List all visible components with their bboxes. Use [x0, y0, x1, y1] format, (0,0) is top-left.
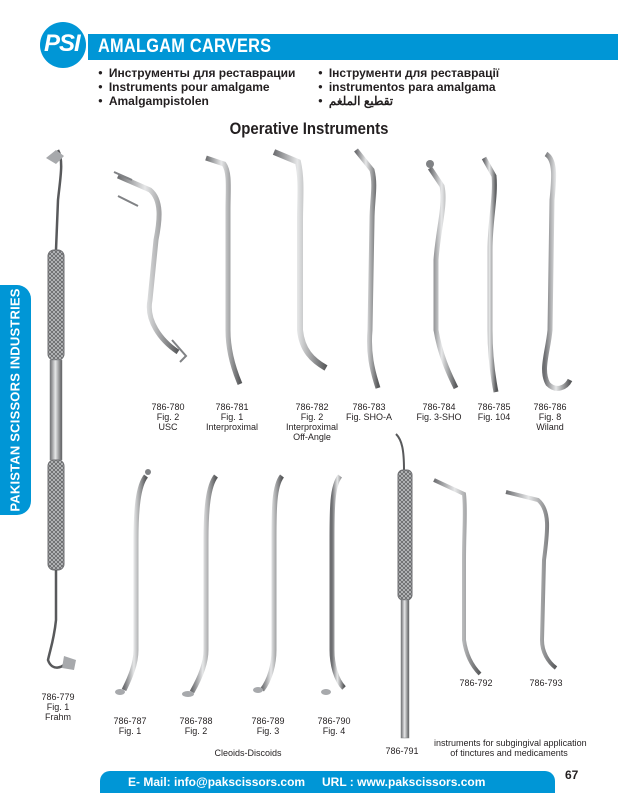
caption-786-780: 786-780 Fig. 2 USC: [151, 402, 185, 432]
bullet-french: ● Instruments pour amalgame: [98, 80, 270, 94]
cleoids-discoids-label: Cleoids-Discoids: [214, 748, 282, 758]
instrument-786-786: [545, 154, 570, 388]
bullet-arabic: ● تقطيع الملغم: [318, 94, 393, 108]
instrument-786-784: [426, 160, 456, 388]
page-number: 67: [565, 768, 579, 782]
page-title: AMALGAM CARVERS: [98, 36, 272, 57]
bullet-ukrainian: ● Інструменти для реставрації: [318, 66, 499, 80]
caption-786-793: 786-793: [529, 678, 563, 688]
subgingival-note: instruments for subgingival application of tinctures and medicaments: [434, 738, 587, 758]
caption-786-785: 786-785 Fig. 104: [477, 402, 511, 422]
footer-url[interactable]: URL : www.pakscissors.com: [322, 775, 486, 789]
caption-786-784: 786-784 Fig. 3-SHO: [416, 402, 462, 422]
caption-786-788: 786-788 Fig. 2: [179, 716, 213, 736]
instrument-786-792: [434, 480, 480, 674]
instrument-786-781: [206, 158, 240, 384]
instrument-786-782: [274, 152, 326, 368]
caption-786-790: 786-790 Fig. 4: [317, 716, 351, 736]
instrument-786-783: [356, 150, 378, 388]
footer-email[interactable]: E- Mail: info@pakscissors.com: [128, 775, 306, 789]
instrument-786-779: [46, 150, 76, 670]
caption-786-792: 786-792: [459, 678, 493, 688]
caption-786-791: 786-791: [385, 746, 419, 756]
instrument-786-787: [115, 469, 151, 695]
instrument-786-788: [182, 476, 216, 697]
caption-786-787: 786-787 Fig. 1: [113, 716, 147, 736]
psi-logo-text: PSI: [44, 30, 80, 57]
instrument-786-791: [396, 434, 412, 738]
bullet-german: ● Amalgampistolen: [98, 94, 209, 108]
caption-786-782: 786-782 Fig. 2 Interproximal Off-Angle: [285, 402, 339, 442]
caption-786-789: 786-789 Fig. 3: [251, 716, 285, 736]
caption-786-779: 786-779 Fig. 1 Frahm: [41, 692, 75, 722]
section-title: Operative Instruments: [229, 119, 389, 138]
instrument-786-789: [253, 476, 282, 693]
bullet-spanish: ● instrumentos para amalgama: [318, 80, 496, 94]
caption-786-786: 786-786 Fig. 8 Wiland: [533, 402, 567, 432]
side-label: PAKISTAN SCISSORS INDUSTRIES: [7, 288, 23, 512]
instrument-786-780: [114, 172, 186, 362]
instrument-786-790: [321, 476, 344, 695]
instrument-786-793: [506, 492, 556, 668]
caption-786-783: 786-783 Fig. SHO-A: [345, 402, 392, 422]
bullet-russian: ● Инструменты для реставрации: [98, 66, 295, 80]
instrument-786-785: [484, 158, 496, 392]
caption-786-781: 786-781 Fig. 1 Interproximal: [205, 402, 259, 432]
